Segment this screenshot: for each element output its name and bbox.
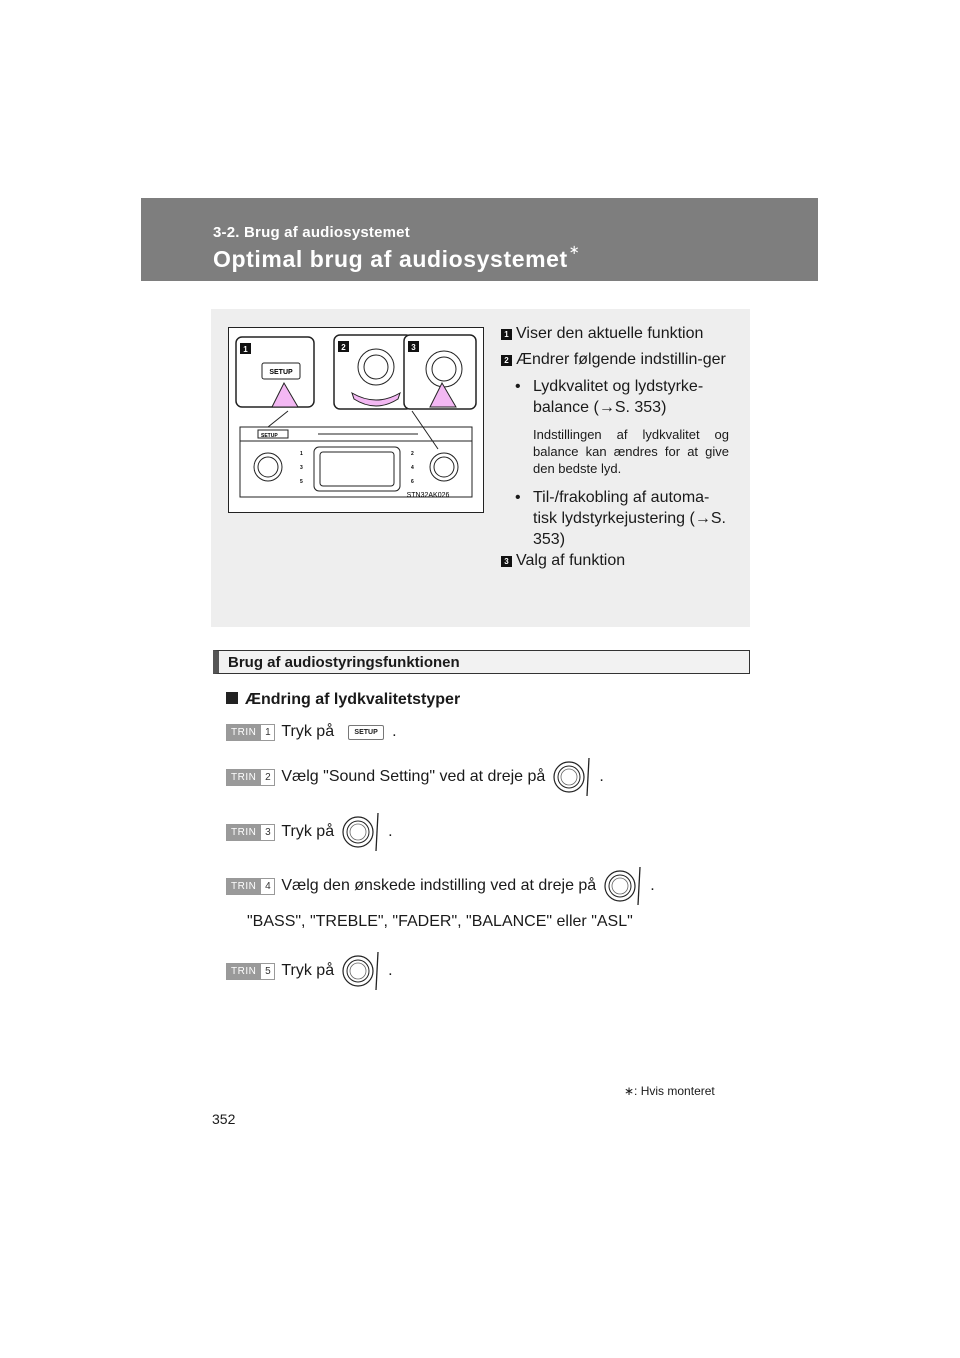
step-text: Tryk på bbox=[281, 962, 335, 979]
square-bullet-icon bbox=[226, 692, 238, 704]
step-text: Vælg "Sound Setting" ved at dreje på bbox=[281, 768, 546, 785]
figure-code: STN32AK026 bbox=[406, 492, 450, 499]
step-end: . bbox=[388, 823, 393, 840]
tune-knob-icon bbox=[551, 756, 593, 798]
legend-bullet-1: • Lydkvalitet og lydstyrke-balance (→S. 353) bbox=[515, 378, 704, 416]
step-badge bbox=[226, 824, 275, 841]
callout-2-label: 2 bbox=[341, 343, 346, 352]
step-text: Tryk på bbox=[281, 823, 335, 840]
step-4 bbox=[226, 866, 655, 906]
step-end: . bbox=[599, 768, 604, 785]
setup-button-icon: SETUP bbox=[348, 725, 384, 740]
step-badge-label: TRIN bbox=[227, 879, 260, 894]
page-title-text: Optimal brug af audiosystemet bbox=[213, 246, 568, 272]
legend-bullet-2-text: Til-/frakobling af automa-tisk lydstyrkejustering (→S. 353) bbox=[533, 489, 726, 548]
step-text: Tryk på bbox=[281, 723, 335, 740]
tune-knob-icon bbox=[340, 950, 382, 992]
step-badge-number: 5 bbox=[260, 964, 274, 979]
title-mark: ∗ bbox=[568, 242, 581, 258]
legend-bullet-1-text: Lydkvalitet og lydstyrke-balance (→S. 353) bbox=[533, 378, 704, 416]
preset-6-label: 6 bbox=[411, 479, 414, 485]
legend-bullet-2: • Til-/frakobling af automa-tisk lydstyrkejustering (→S. 353) bbox=[515, 489, 726, 548]
options-list: "BASS", "TREBLE", "FADER", "BALANCE" eller "ASL" bbox=[247, 913, 633, 930]
section-label: 3-2. Brug af audiosystemet bbox=[213, 224, 410, 241]
tune-knob-icon bbox=[602, 865, 644, 907]
step-badge-label: TRIN bbox=[227, 964, 260, 979]
step-3 bbox=[226, 812, 393, 852]
step-5 bbox=[226, 951, 393, 991]
step-1 bbox=[226, 712, 397, 752]
chapter-header bbox=[141, 198, 818, 281]
step-badge-label: TRIN bbox=[227, 825, 260, 840]
panel-setup-text: SETUP bbox=[261, 433, 278, 439]
step-end: . bbox=[392, 723, 397, 740]
legend-number-2: 2 bbox=[501, 355, 512, 366]
step-badge bbox=[226, 878, 275, 895]
subheading: Brug af audiostyringsfunktionen bbox=[213, 650, 750, 674]
legend-number-1: 1 bbox=[501, 329, 512, 340]
step-end: . bbox=[650, 877, 655, 894]
audio-panel-diagram bbox=[228, 327, 484, 513]
step-badge bbox=[226, 724, 275, 741]
legend-number-3: 3 bbox=[501, 556, 512, 567]
step-end: . bbox=[388, 962, 393, 979]
preset-3-label: 3 bbox=[300, 465, 303, 471]
step-badge bbox=[226, 769, 275, 786]
step-badge-number: 2 bbox=[260, 770, 274, 785]
step-text: Vælg den ønskede indstilling ved at dreje på bbox=[281, 877, 597, 894]
figure-legend bbox=[501, 323, 729, 576]
figure-box bbox=[211, 309, 750, 627]
section-heading bbox=[226, 691, 460, 709]
preset-4-label: 4 bbox=[411, 465, 414, 471]
legend-item-1 bbox=[501, 323, 729, 344]
step-badge bbox=[226, 963, 275, 980]
page-number: 352 bbox=[212, 1111, 236, 1127]
legend-item-3-text: Valg af funktion bbox=[516, 552, 626, 569]
legend-item-1-text: Viser den aktuelle funktion bbox=[516, 325, 704, 342]
step-badge-label: TRIN bbox=[227, 770, 260, 785]
legend-item-3 bbox=[501, 550, 729, 571]
page-title bbox=[213, 242, 581, 273]
legend-item-2 bbox=[501, 349, 729, 370]
legend-note: Indstillingen af lydkvalitet og balance kan ændres for at give den bedste lyd. bbox=[533, 427, 729, 476]
step-badge-number: 3 bbox=[260, 825, 274, 840]
step-badge-label: TRIN bbox=[227, 725, 260, 740]
callout-1-label: 1 bbox=[243, 345, 248, 354]
preset-1-label: 1 bbox=[300, 451, 303, 457]
legend-item-2-text: Ændrer følgende indstillin-ger bbox=[516, 351, 726, 368]
footnote: ∗: Hvis monteret bbox=[624, 1084, 715, 1098]
step-badge-number: 1 bbox=[260, 725, 274, 740]
step-badge-number: 4 bbox=[260, 879, 274, 894]
preset-2-label: 2 bbox=[411, 451, 414, 457]
section-heading-text: Ændring af lydkvalitetstyper bbox=[245, 691, 461, 708]
step-2 bbox=[226, 757, 604, 797]
preset-5-label: 5 bbox=[300, 479, 303, 485]
tune-knob-icon bbox=[340, 811, 382, 853]
callout-3-label: 3 bbox=[411, 343, 416, 352]
callout-setup-text: SETUP bbox=[269, 369, 293, 376]
